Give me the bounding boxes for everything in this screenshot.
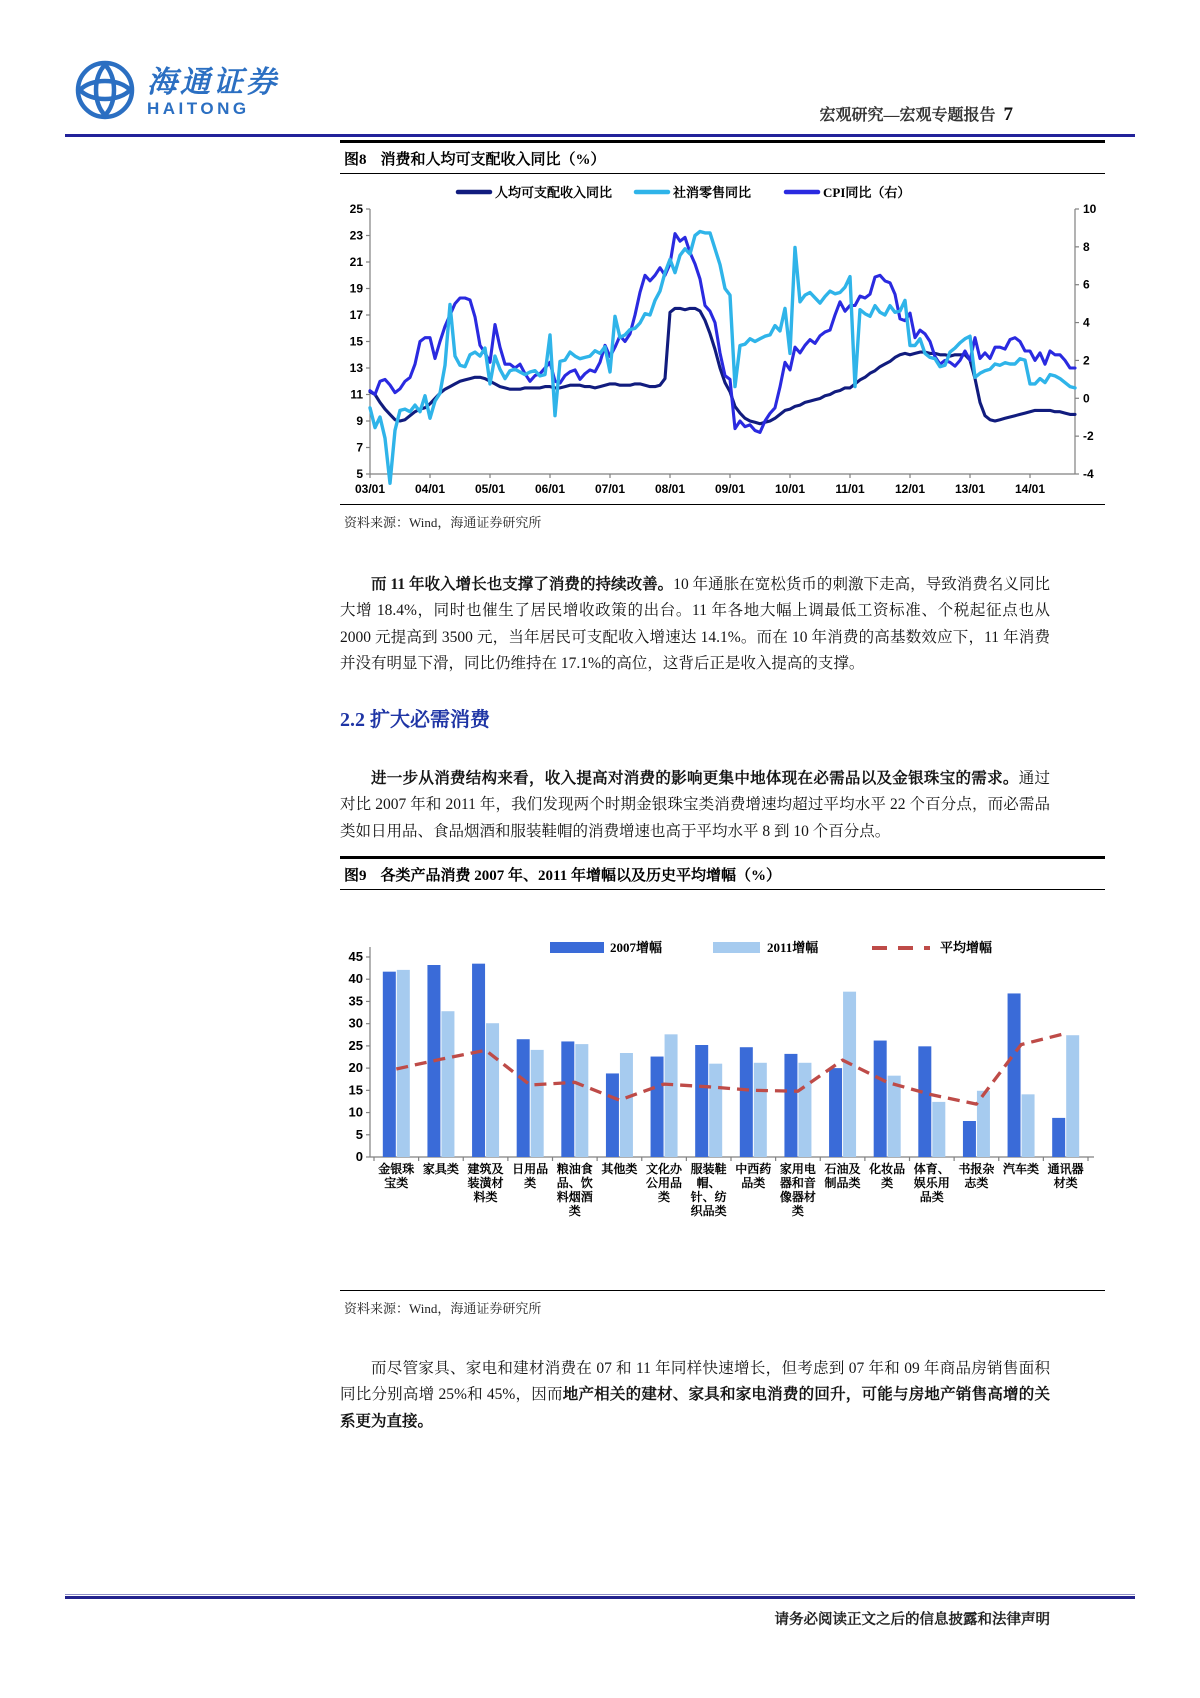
brand-name-cn: 海通证券 [147, 65, 279, 99]
svg-text:文化办公用品类: 文化办公用品类 [646, 1162, 683, 1204]
svg-text:0: 0 [1083, 391, 1090, 406]
section-heading: 2.2 扩大必需消费 [340, 709, 490, 731]
figure-9-title-text: 各类产品消费 2007 年、2011 年增幅以及历史平均增幅（%） [380, 868, 781, 884]
svg-text:其他类: 其他类 [601, 1162, 638, 1176]
svg-text:化妆品类: 化妆品类 [869, 1162, 906, 1190]
svg-text:12/01: 12/01 [894, 482, 926, 496]
figure-8-chart [340, 174, 1105, 504]
svg-text:5: 5 [356, 467, 363, 481]
svg-text:04/01: 04/01 [414, 482, 446, 496]
svg-text:45: 45 [348, 949, 363, 964]
svg-text:书报杂志类: 书报杂志类 [958, 1162, 995, 1190]
svg-text:通讯器材类: 通讯器材类 [1047, 1162, 1084, 1190]
paragraph: 而 11 年收入增长也支撑了消费的持续改善。10 年通胀在宽松货币的刺激下走高，导致消费名义同比大增 18.4%，同时也催生了居民增收政策的出台。11 年各地大幅上调最低工资标准、个税起征点也从 2000 元提高到 3500 元，当年居民可支配收入增速达 14.1%。而在 10 年消费的高基数效应下，11 年消费并没有明显下滑，同比仍维持在 17.1%的高位，这背后正是收入提高的支撑。 [340, 575, 1050, 672]
svg-text:14/01: 14/01 [1014, 482, 1046, 496]
svg-text:8: 8 [1083, 239, 1090, 254]
page-number: 7 [1003, 104, 1013, 125]
svg-text:17: 17 [349, 308, 363, 322]
footer-disclaimer: 请务必阅读正文之后的信息披露和法律声明 [774, 1612, 1050, 1628]
svg-text:家用电器和音像器材类: 家用电器和音像器材类 [779, 1162, 816, 1218]
brand-text [147, 67, 279, 119]
haitong-logo [73, 58, 279, 127]
figure-9 [340, 856, 1105, 1317]
svg-text:金银珠宝类: 金银珠宝类 [378, 1162, 415, 1190]
svg-text:家具类: 家具类 [422, 1162, 459, 1176]
figure-8-title [340, 140, 1105, 174]
svg-text:5: 5 [355, 1126, 363, 1142]
svg-text:03/01: 03/01 [354, 482, 386, 496]
svg-text:11: 11 [350, 387, 363, 402]
svg-text:13: 13 [349, 361, 363, 375]
svg-text:服装鞋帽、针、纺织品类: 服装鞋帽、针、纺织品类 [690, 1162, 727, 1218]
svg-text:35: 35 [348, 993, 363, 1009]
svg-text:19: 19 [349, 281, 363, 296]
svg-text:07/01: 07/01 [594, 482, 626, 496]
svg-text:10: 10 [348, 1104, 363, 1120]
brand-name-en: HAITONG [147, 98, 250, 118]
footer-rule [65, 1594, 1135, 1599]
paragraph: 进一步从消费结构来看，收入提高对消费的影响更集中地体现在必需品以及金银珠宝的需求。通过对比 2007 年和 2011 年，我们发现两个时期金银珠宝类消费增速均超过平均水平 22 个百分点，而必需品类如日用品、食品烟酒和服装鞋帽的消费增速也高于平均水平 8 到 10 个百分点。 [340, 769, 1050, 840]
figure-8-source: 资料来源：Wind，海通证券研究所 [340, 504, 1105, 531]
svg-text:06/01: 06/01 [534, 482, 566, 496]
svg-text:体育、娱乐用品类: 体育、娱乐用品类 [913, 1162, 950, 1204]
svg-text:日用品类: 日用品类 [512, 1162, 549, 1190]
figure-8-title-text: 消费和人均可支配收入同比（%） [380, 152, 606, 168]
svg-text:30: 30 [348, 1015, 363, 1031]
figure-9-label: 图9 [344, 868, 367, 884]
svg-text:2007增幅: 2007增幅 [610, 940, 663, 955]
svg-text:平均增幅: 平均增幅 [940, 940, 993, 955]
svg-text:7: 7 [356, 440, 363, 455]
svg-text:9: 9 [356, 414, 363, 428]
svg-text:25: 25 [348, 1037, 363, 1053]
svg-text:11/01: 11/01 [835, 482, 865, 496]
page-header [65, 56, 1135, 137]
svg-text:4: 4 [1083, 315, 1090, 330]
svg-text:10/01: 10/01 [774, 482, 806, 496]
svg-text:10: 10 [1083, 202, 1097, 216]
svg-text:社消零售同比: 社消零售同比 [673, 185, 752, 200]
svg-text:40: 40 [348, 971, 363, 987]
svg-text:15: 15 [349, 334, 363, 349]
figure-9-title [340, 856, 1105, 890]
svg-text:2011增幅: 2011增幅 [767, 940, 819, 955]
svg-text:-4: -4 [1083, 467, 1094, 481]
svg-text:汽车类: 汽车类 [1003, 1162, 1040, 1176]
svg-text:中西药品类: 中西药品类 [735, 1162, 772, 1190]
report-label: 宏观研究—宏观专题报告 [819, 107, 996, 124]
svg-text:2: 2 [1083, 353, 1090, 368]
figure-8 [340, 140, 1105, 531]
svg-text:-2: -2 [1083, 429, 1094, 444]
svg-text:25: 25 [349, 202, 363, 216]
svg-text:人均可支配收入同比: 人均可支配收入同比 [495, 185, 613, 200]
svg-text:21: 21 [349, 255, 363, 269]
report-type-header [819, 102, 1013, 126]
svg-text:08/01: 08/01 [654, 482, 686, 496]
svg-text:石油及制品类: 石油及制品类 [824, 1162, 861, 1190]
svg-text:6: 6 [1083, 277, 1090, 292]
svg-text:20: 20 [348, 1060, 363, 1076]
svg-text:0: 0 [355, 1149, 363, 1164]
svg-text:粮油食品、饮料烟酒类: 粮油食品、饮料烟酒类 [556, 1162, 593, 1218]
svg-text:23: 23 [349, 228, 363, 243]
svg-text:15: 15 [348, 1082, 363, 1098]
svg-text:05/01: 05/01 [474, 482, 506, 496]
figure-8-label: 图8 [344, 152, 367, 168]
svg-text:13/01: 13/01 [954, 482, 986, 496]
figure-9-chart [340, 890, 1105, 1290]
svg-text:建筑及装潢材料类: 建筑及装潢材料类 [467, 1162, 504, 1204]
haitong-emblem-icon [73, 58, 137, 127]
svg-text:09/01: 09/01 [714, 482, 746, 496]
paragraph: 而尽管家具、家电和建材消费在 07 和 11 年同样快速增长，但考虑到 07 年和 09 年商品房销售面积同比分别高增 25%和 45%，因而地产相关的建材、家具和家电消费的回升，可能与房地产销售高增的关系更为直接。 [340, 1359, 1050, 1430]
svg-text:CPI同比（右）: CPI同比（右） [823, 185, 911, 200]
figure-9-source: 资料来源：Wind，海通证券研究所 [340, 1290, 1105, 1317]
